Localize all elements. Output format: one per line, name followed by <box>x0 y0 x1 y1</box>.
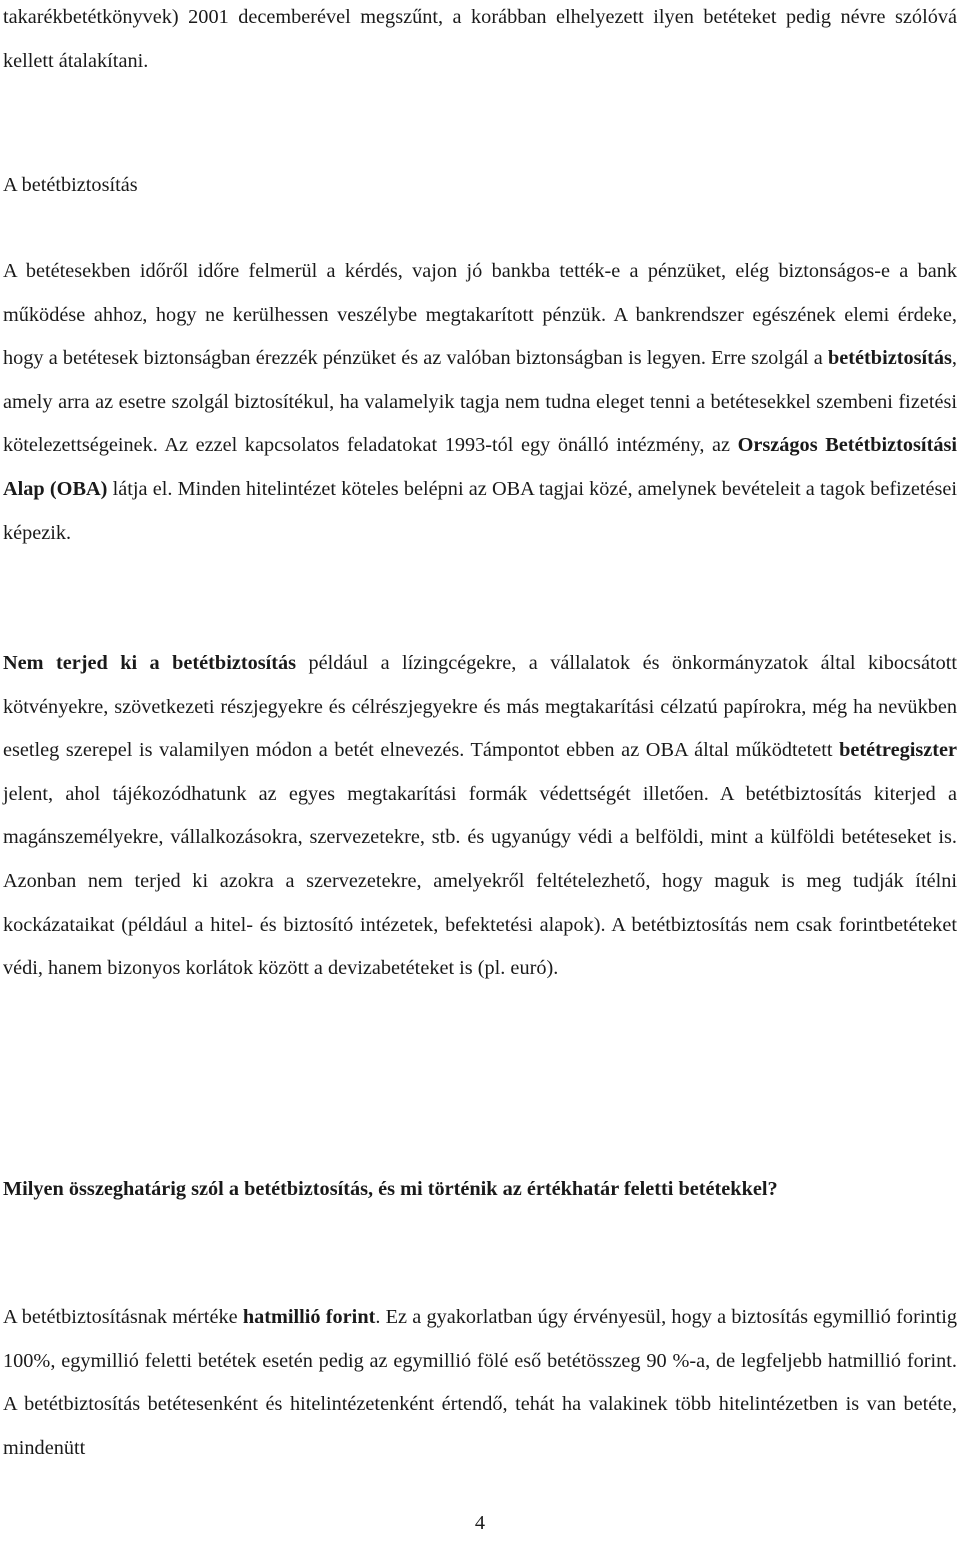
text-run: jelent, ahol tájékozódhatunk az egyes megtakarítási formák védettségét illetően. A betétbiztosítás kiterjed a magánszemélyekre, vállalkozásokra, szervezetekre, stb. és ugyanúgy védi a belföldi, mint a külföldi betéteseket is. Azonban nem terjed ki azokra a szervezetekre, amelyekről feltételezhető, hogy maguk is meg tudják ítélni kockázataikat (például a hitel- és biztosító intézetek, befektetési alapok). A betétbiztosítás nem csak forintbetéteket védi, hanem bizonyos korlátok között a devizabetéteket is (pl. euró). <box>3 782 957 980</box>
section-heading-betetbiztositas: A betétbiztosítás <box>3 174 138 196</box>
answer-paragraph <box>3 1296 957 1470</box>
bold-term-nem-terjed-ki: Nem terjed ki a betétbiztosítás <box>3 652 297 674</box>
bold-term-betetbiztositas: betétbiztosítás <box>828 347 952 370</box>
intro-paragraph <box>3 0 957 83</box>
betetbiztositas-paragraph-2 <box>3 642 957 991</box>
intro-text: takarékbetétkönyvek) 2001 decemberével megszűnt, a korábban elhelyezett ilyen betéteket pedig névre szólóvá kellett átalakítani. <box>3 6 957 72</box>
text-run: A betétbiztosításnak mértéke <box>3 1306 243 1328</box>
betetbiztositas-paragraph-1 <box>3 250 957 555</box>
bold-term-oba: Országos Betétbiztosítási Alap (OBA) <box>3 434 957 500</box>
text-run: látja el. Minden hitelintézet köteles belépni az OBA tagjai közé, amelynek bevételeit a tagok befizetései képezik. <box>3 477 957 544</box>
question-heading: Milyen összeghatárig szól a betétbiztosítás, és mi történik az értékhatár feletti betétekkel? <box>3 1178 778 1200</box>
text-run: A betétesekben időről időre felmerül a kérdés, vajon jó bankba tették-e a pénzüket, elég biztonságos-e a bank működése ahhoz, hogy ne kerülhessen veszélybe megtakarított pénzük. A bankrendszer egészének elemi érdeke, hogy a betétesek biztonságban érezzék pénzüket és az valóban biztonságban is legyen. Erre szolgál a <box>3 260 957 370</box>
bold-term-betetregiszter: betétregiszter <box>839 739 957 762</box>
text-run: például a lízingcégekre, a vállalatok és önkormányzatok által kibocsátott kötvényekre, szövetkezeti részjegyekre és célrészjegyekre és más megtakarítási célzatú papírokra, még ha nevükben esetleg szerepel is valamilyen módon a betét elnevezés. Támpontot ebben az OBA által működtetett <box>3 652 957 762</box>
text-run: . Ez a gyakorlatban úgy érvényesül, hogy a biztosítás egymillió forintig 100%, egymillió feletti betétek esetén pedig az egymillió fölé eső betétösszeg 90 %-a, de legfeljebb hatmillió forint. A betétbiztosítás betétesenként és hitelintézetenként értendő, tehát ha valakinek több hitelintézetben is van betéte, mindenütt <box>3 1306 958 1459</box>
bold-term-hatmillio-forint: hatmillió forint <box>242 1306 376 1328</box>
page-number: 4 <box>474 1512 486 1534</box>
text-run: , amely arra az esetre szolgál biztosítékul, ha valamelyik tagja nem tudna eleget tenni a betétesekkel szembeni fizetési kötelezettségeinek. Az ezzel kapcsolatos feladatokat 1993-tól egy önálló intézmény, az <box>3 347 957 457</box>
